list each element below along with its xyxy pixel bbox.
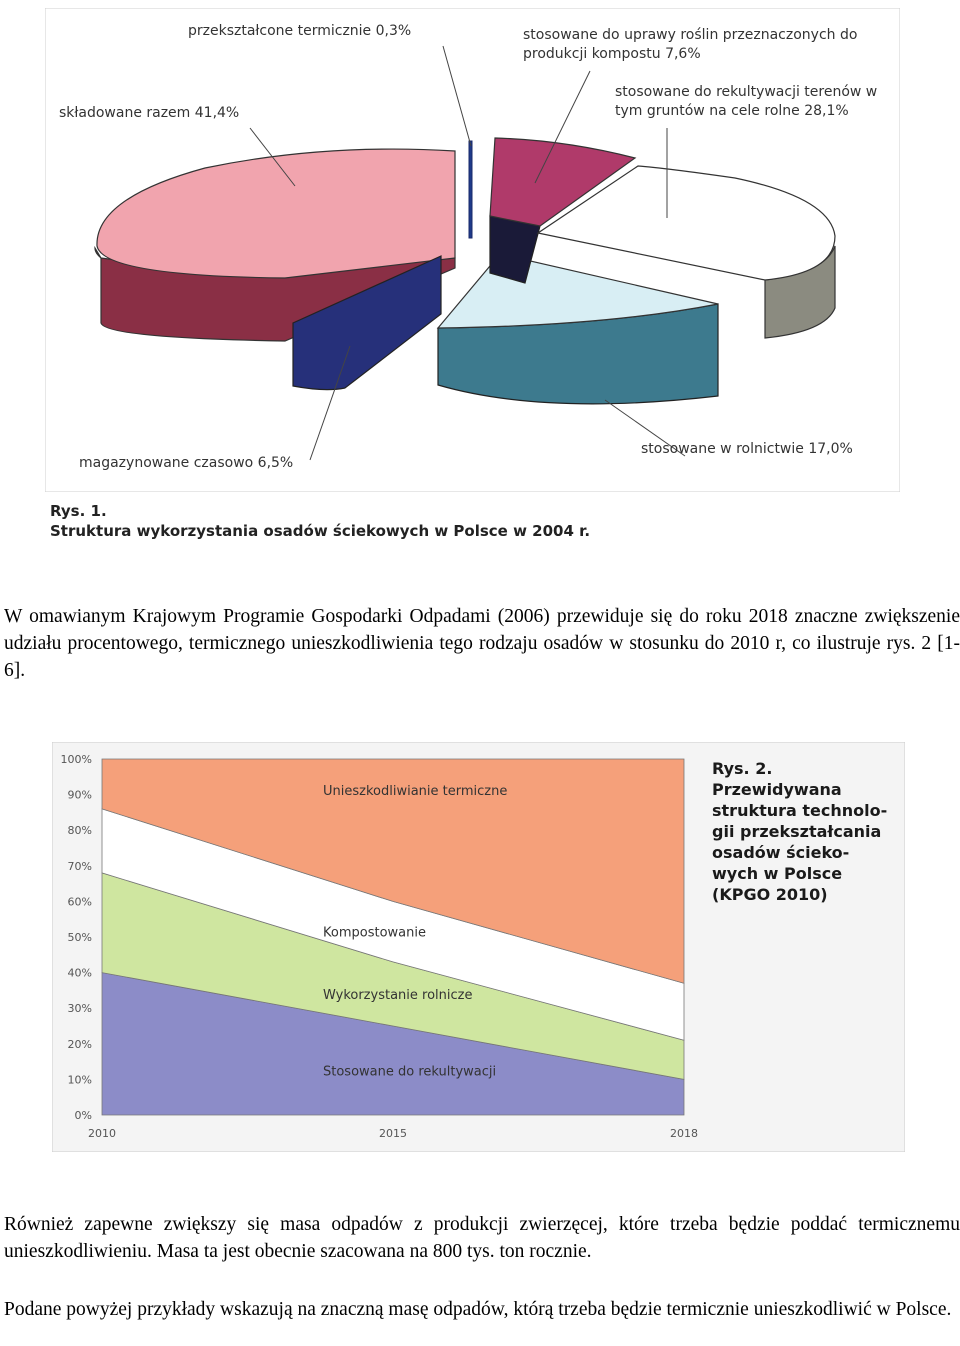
figure1-caption-title: Struktura wykorzystania osadów ściekowych w Polsce w 2004 r.	[50, 522, 591, 540]
area-series-label: Wykorzystanie rolnicze	[323, 987, 473, 1003]
pie-label-rekultywacji: stosowane do rekultywacji terenów w tym gruntów na cele rolne 28,1%	[615, 84, 878, 119]
figure1-caption-label: Rys. 1.	[50, 502, 107, 520]
area-series-label: Unieszkodliwianie termiczne	[323, 784, 508, 800]
paragraph-2: Również zapewne zwiększy się masa odpadów z produkcji zwierzęcej, które trzeba będzie poddać termicznemu unieszkodliwieniu. Masa ta jest obecnie szacowana na 800 tys. ton rocznie.	[4, 1214, 960, 1262]
y-tick-label: 40%	[67, 966, 92, 980]
pie-label-magazynowane: magazynowane czasowo 6,5%	[79, 455, 294, 471]
figure2-caption-line: wych w Polsce	[712, 864, 843, 883]
x-tick-label: 2018	[670, 1127, 698, 1140]
y-tick-label: 80%	[67, 824, 92, 838]
y-tick-label: 100%	[60, 753, 92, 766]
figure2-caption	[712, 758, 892, 905]
area-series-label: Kompostowanie	[323, 925, 426, 941]
x-tick-label: 2010	[88, 1127, 116, 1140]
pie-slice-przeksztalcone	[469, 141, 472, 238]
figure2-caption-line: struktura technolo-	[712, 801, 888, 820]
figure2-caption-line: osadów ścieko-	[712, 843, 850, 862]
pie-label-uprawy: stosowane do uprawy roślin przeznaczonych do produkcji kompostu 7,6%	[523, 27, 858, 62]
pie-label-rolnictwie: stosowane w rolnictwie 17,0%	[641, 441, 853, 457]
y-tick-label: 70%	[67, 859, 92, 873]
figure2-caption-line: gii przekształcania	[712, 822, 882, 841]
figure2-caption-label: Rys. 2.	[712, 759, 773, 778]
y-tick-label: 10%	[67, 1073, 92, 1087]
pie-chart	[45, 8, 900, 492]
figure2-caption-line: Przewidywana	[712, 780, 842, 799]
x-tick-label: 2015	[379, 1127, 407, 1140]
y-tick-label: 0%	[74, 1109, 92, 1122]
y-tick-label: 60%	[67, 895, 92, 909]
paragraph-1: W omawianym Krajowym Programie Gospodarki Odpadami (2006) przewiduje się do roku 2018 znaczne zwiększenie udziału procentowego, termicznego unieszkodliwienia tego rodzaju osadów w stosunku do 2010 r, co ilustruje rys. 2 [1-6].	[4, 606, 960, 681]
pie-chart-figure	[45, 8, 900, 492]
y-tick-label: 90%	[67, 788, 92, 802]
pie-label-skladowane: składowane razem 41,4%	[59, 105, 240, 121]
paragraph-3: Podane powyżej przykłady wskazują na znaczną masę odpadów, którą trzeba będzie termicznie unieszkodliwić w Polsce.	[4, 1299, 952, 1320]
y-tick-label: 50%	[67, 931, 92, 944]
y-tick-label: 30%	[67, 1002, 92, 1016]
area-series-label: Stosowane do rekultywacji	[323, 1064, 497, 1080]
figure2-caption-line: (KPGO 2010)	[712, 885, 828, 904]
pie-label-przeksztalcone: przekształcone termicznie 0,3%	[188, 23, 412, 39]
y-tick-label: 20%	[67, 1037, 92, 1051]
